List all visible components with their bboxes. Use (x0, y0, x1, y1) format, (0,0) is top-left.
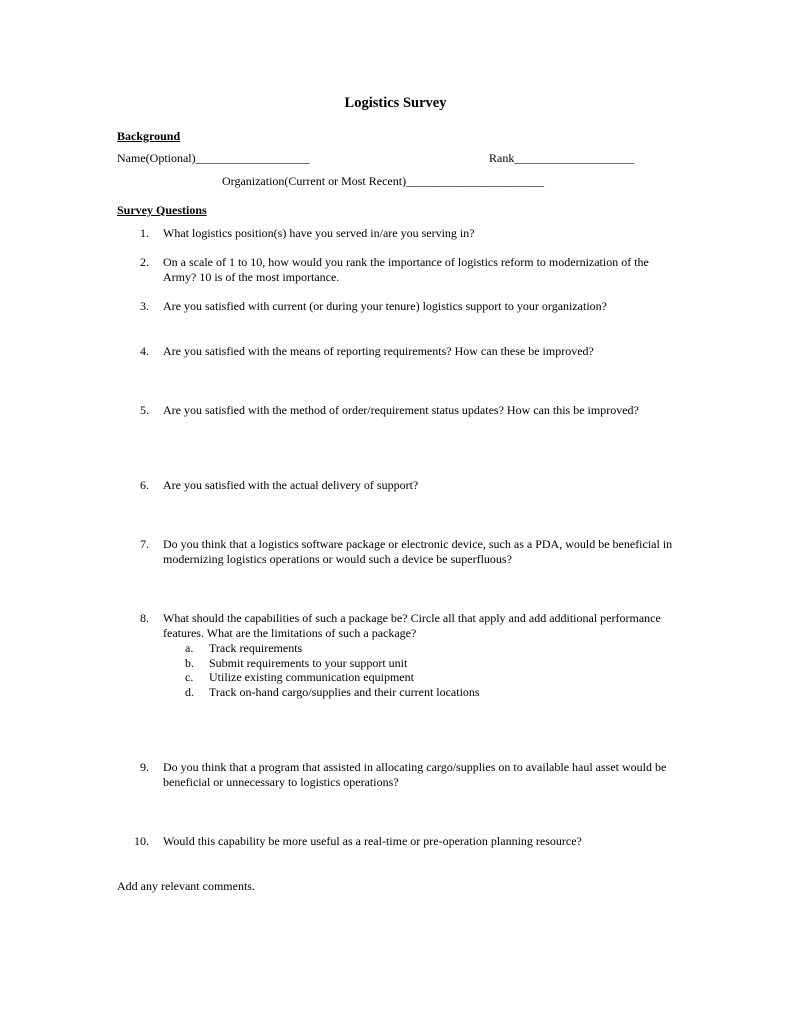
question-text: Do you think that a program that assisted in allocating cargo/supplies on to available haul asset would be beneficial or unnecessary to logistics operations? (163, 760, 667, 789)
question-text: What logistics position(s) have you served in/are you serving in? (163, 226, 475, 240)
question-text: Are you satisfied with the means of reporting requirements? How can these be improved? (163, 344, 594, 358)
survey-questions-heading: Survey Questions (117, 203, 207, 217)
question-number: 3. (140, 299, 149, 313)
page-title: Logistics Survey (344, 95, 447, 111)
option-letter: b. (185, 656, 194, 670)
question-number: 5. (140, 403, 149, 417)
option-letter: c. (185, 670, 194, 684)
option-submit-requirements: Submit requirements to your support unit (209, 656, 408, 670)
question-text: Would this capability be more useful as a real-time or pre-operation planning resource? (163, 834, 582, 848)
question-text: Do you think that a logistics software package or electronic device, such as a PDA, would be beneficial in modernizing logistics operations or would such a device be superfluous? (163, 537, 673, 566)
name-field: Name(Optional)___________________ (117, 151, 310, 165)
question-number: 7. (140, 537, 149, 551)
question-number: 8. (140, 611, 149, 625)
question-number: 1. (140, 226, 149, 240)
question-number: 2. (140, 255, 149, 269)
question-text: On a scale of 1 to 10, how would you rank the importance of logistics reform to modernization of the Army? 10 is of the most importance. (163, 255, 649, 284)
option-utilize-equipment: Utilize existing communication equipment (209, 670, 414, 684)
option-letter: d. (185, 685, 194, 699)
option-track-cargo: Track on-hand cargo/supplies and their current locations (209, 685, 480, 699)
option-track-requirements: Track requirements (209, 641, 303, 655)
question-number: 10. (134, 834, 149, 848)
rank-field: Rank____________________ (489, 151, 635, 165)
question-number: 6. (140, 478, 149, 492)
question-number: 4. (140, 344, 149, 358)
question-number: 9. (140, 760, 149, 774)
option-letter: a. (185, 641, 194, 655)
question-text: Are you satisfied with the actual delivery of support? (163, 478, 419, 492)
background-heading: Background (117, 129, 181, 143)
question-text: What should the capabilities of such a package be? Circle all that apply and add additional performance features. What are the limitations of such a package? (163, 611, 661, 640)
question-text: Are you satisfied with the method of order/requirement status updates? How can this be improved? (163, 403, 639, 417)
question-text: Are you satisfied with current (or during your tenure) logistics support to your organization? (163, 299, 608, 313)
organization-field: Organization(Current or Most Recent)_______________________ (222, 174, 545, 188)
closing-comments: Add any relevant comments. (117, 879, 255, 893)
